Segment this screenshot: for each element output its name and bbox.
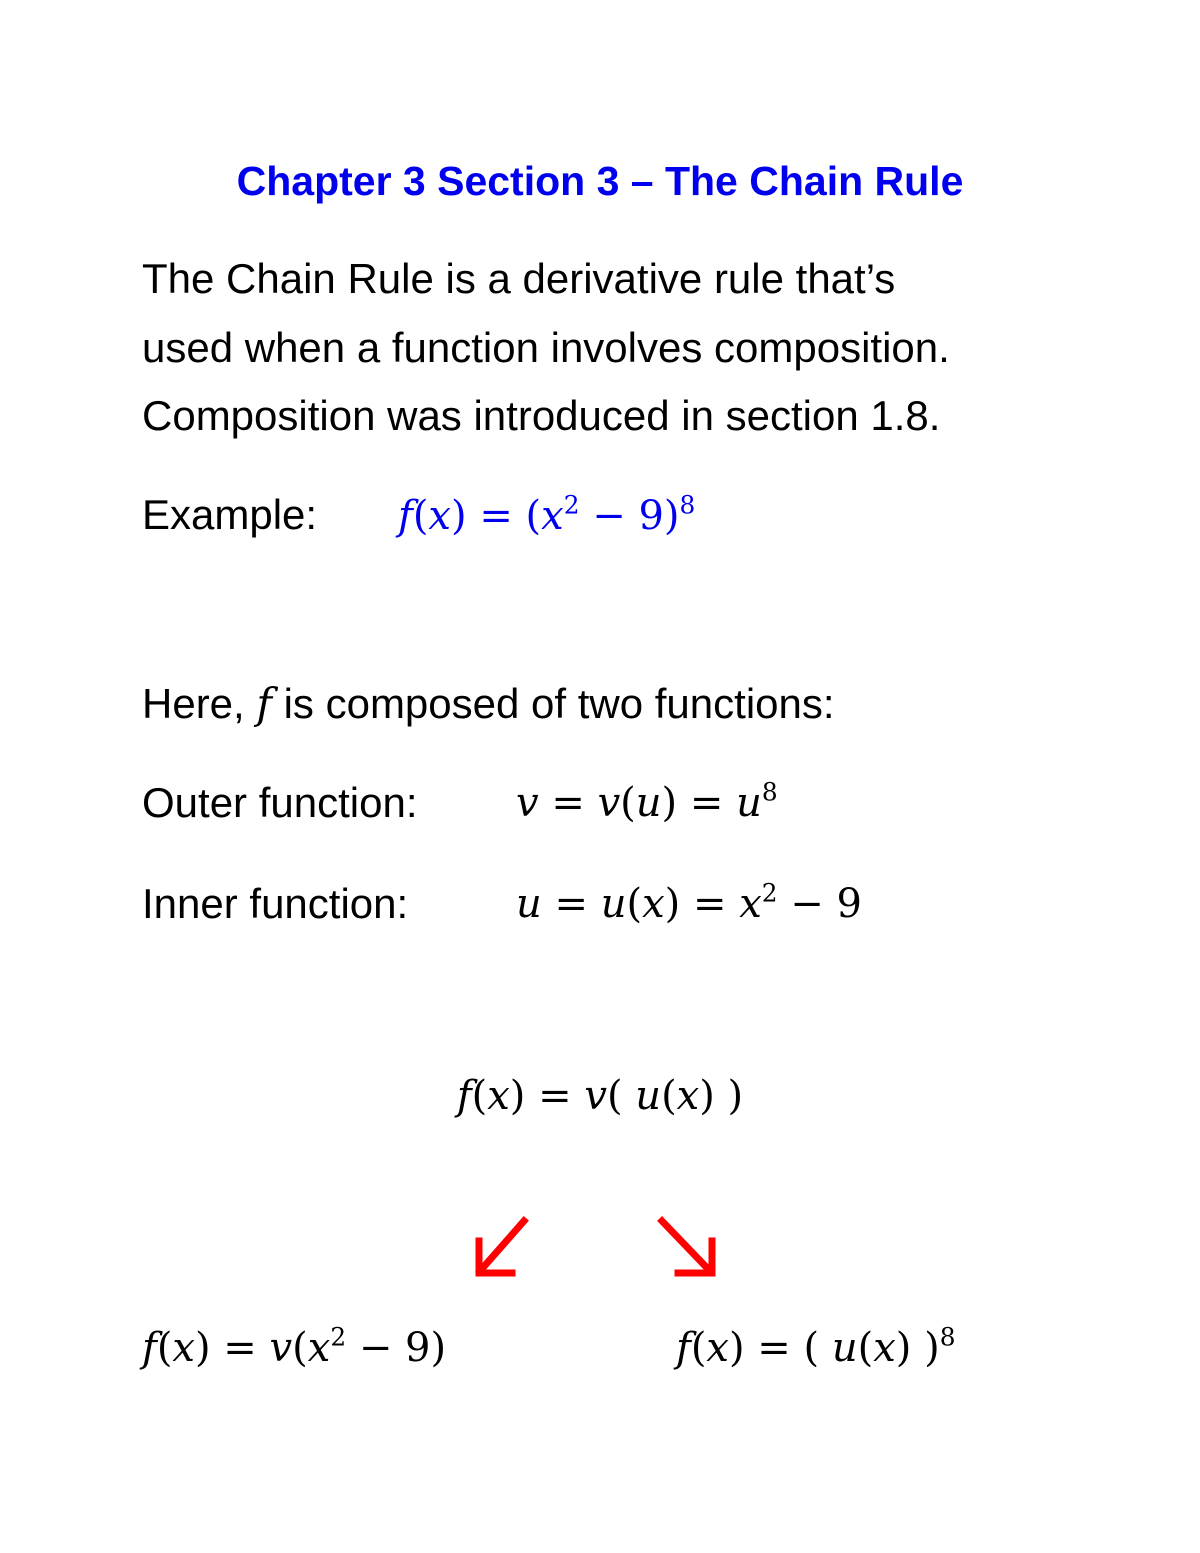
outer-paren-open: ( — [620, 780, 636, 826]
outer-paren-close: ) — [661, 780, 678, 826]
composition-p5: ) ) — [699, 1073, 744, 1119]
outer-eq1: = — [538, 780, 598, 826]
left-p2: ) = — [194, 1325, 270, 1371]
example-x: x — [428, 493, 451, 539]
left-x2: x — [307, 1325, 331, 1371]
arrow-down-right-icon — [656, 1215, 720, 1281]
left-tail: − 9) — [346, 1325, 447, 1371]
composed-text-after: is composed of two functions: — [271, 680, 835, 727]
inner-eq1: = — [541, 881, 601, 927]
example-f: f — [398, 493, 413, 539]
page-title: Chapter 3 Section 3 – The Chain Rule — [236, 158, 964, 204]
composition-x1: x — [487, 1073, 510, 1119]
outer-equation — [516, 777, 778, 826]
composed-f: f — [256, 679, 272, 728]
left-result-equation — [142, 1322, 447, 1371]
example-minus-9: − 9) — [579, 493, 680, 539]
outer-u2: u — [736, 780, 762, 826]
inner-x2: x — [739, 881, 762, 927]
inner-x: x — [642, 881, 665, 927]
inner-u2: u — [600, 881, 627, 927]
left-p3: ( — [292, 1325, 308, 1371]
left-x1: x — [172, 1325, 195, 1371]
inner-exponent: 2 — [761, 878, 778, 908]
composition-p2: ) = — [509, 1073, 585, 1119]
left-v: v — [269, 1325, 293, 1371]
intro-line-1: The Chain Rule is a derivative rule that’s — [142, 255, 896, 302]
example-equals: = — [479, 493, 513, 539]
right-u: u — [831, 1325, 858, 1371]
outer-eq2: = — [677, 780, 737, 826]
example-equation — [398, 490, 696, 539]
example-exponent-8: 8 — [679, 490, 696, 520]
composition-p1: ( — [471, 1073, 488, 1119]
composition-p3: ( — [606, 1073, 636, 1119]
example-paren-close: ) — [450, 493, 467, 539]
arrow-down-left-icon — [470, 1215, 530, 1281]
composition-equation — [0, 1073, 1200, 1119]
right-x2: x — [873, 1325, 896, 1371]
right-f: f — [676, 1325, 691, 1371]
left-f: f — [142, 1325, 157, 1371]
example-label: Example: — [142, 491, 318, 538]
intro-line-2: used when a function involves composition. — [142, 324, 950, 371]
outer-v1: v — [516, 780, 539, 826]
inner-equation — [516, 878, 862, 927]
outer-exponent: 8 — [761, 777, 778, 807]
left-exponent: 2 — [330, 1322, 347, 1352]
example-paren-open: ( — [412, 493, 429, 539]
inner-eq2: = — [680, 881, 740, 927]
outer-u: u — [635, 780, 662, 826]
example-expr-open: ( — [525, 493, 542, 539]
right-p4: ) ) — [895, 1325, 940, 1371]
left-p1: ( — [156, 1325, 173, 1371]
inner-u1: u — [516, 881, 542, 927]
inner-tail: − 9 — [777, 881, 862, 927]
right-result-equation — [676, 1322, 956, 1371]
example-expr-x: x — [541, 493, 564, 539]
composition-p4: ( — [661, 1073, 677, 1119]
composition-v: v — [584, 1073, 607, 1119]
outer-label: Outer function: — [142, 779, 418, 826]
intro-line-3: Composition was introduced in section 1.8. — [142, 392, 941, 439]
example-exponent-2: 2 — [563, 490, 580, 520]
composition-x2: x — [676, 1073, 700, 1119]
composition-f: f — [456, 1073, 472, 1119]
outer-v2: v — [597, 780, 621, 826]
inner-label: Inner function: — [142, 880, 409, 927]
right-p3: ( — [857, 1325, 874, 1371]
inner-paren-open: ( — [626, 881, 643, 927]
right-x1: x — [706, 1325, 729, 1371]
composed-sentence — [142, 679, 835, 728]
right-p1: ( — [690, 1325, 707, 1371]
right-exponent: 8 — [939, 1322, 956, 1352]
composition-u: u — [635, 1073, 662, 1119]
composed-text-before: Here, — [142, 680, 257, 727]
right-p2: ) = ( — [728, 1325, 832, 1371]
inner-paren-close: ) — [664, 881, 681, 927]
